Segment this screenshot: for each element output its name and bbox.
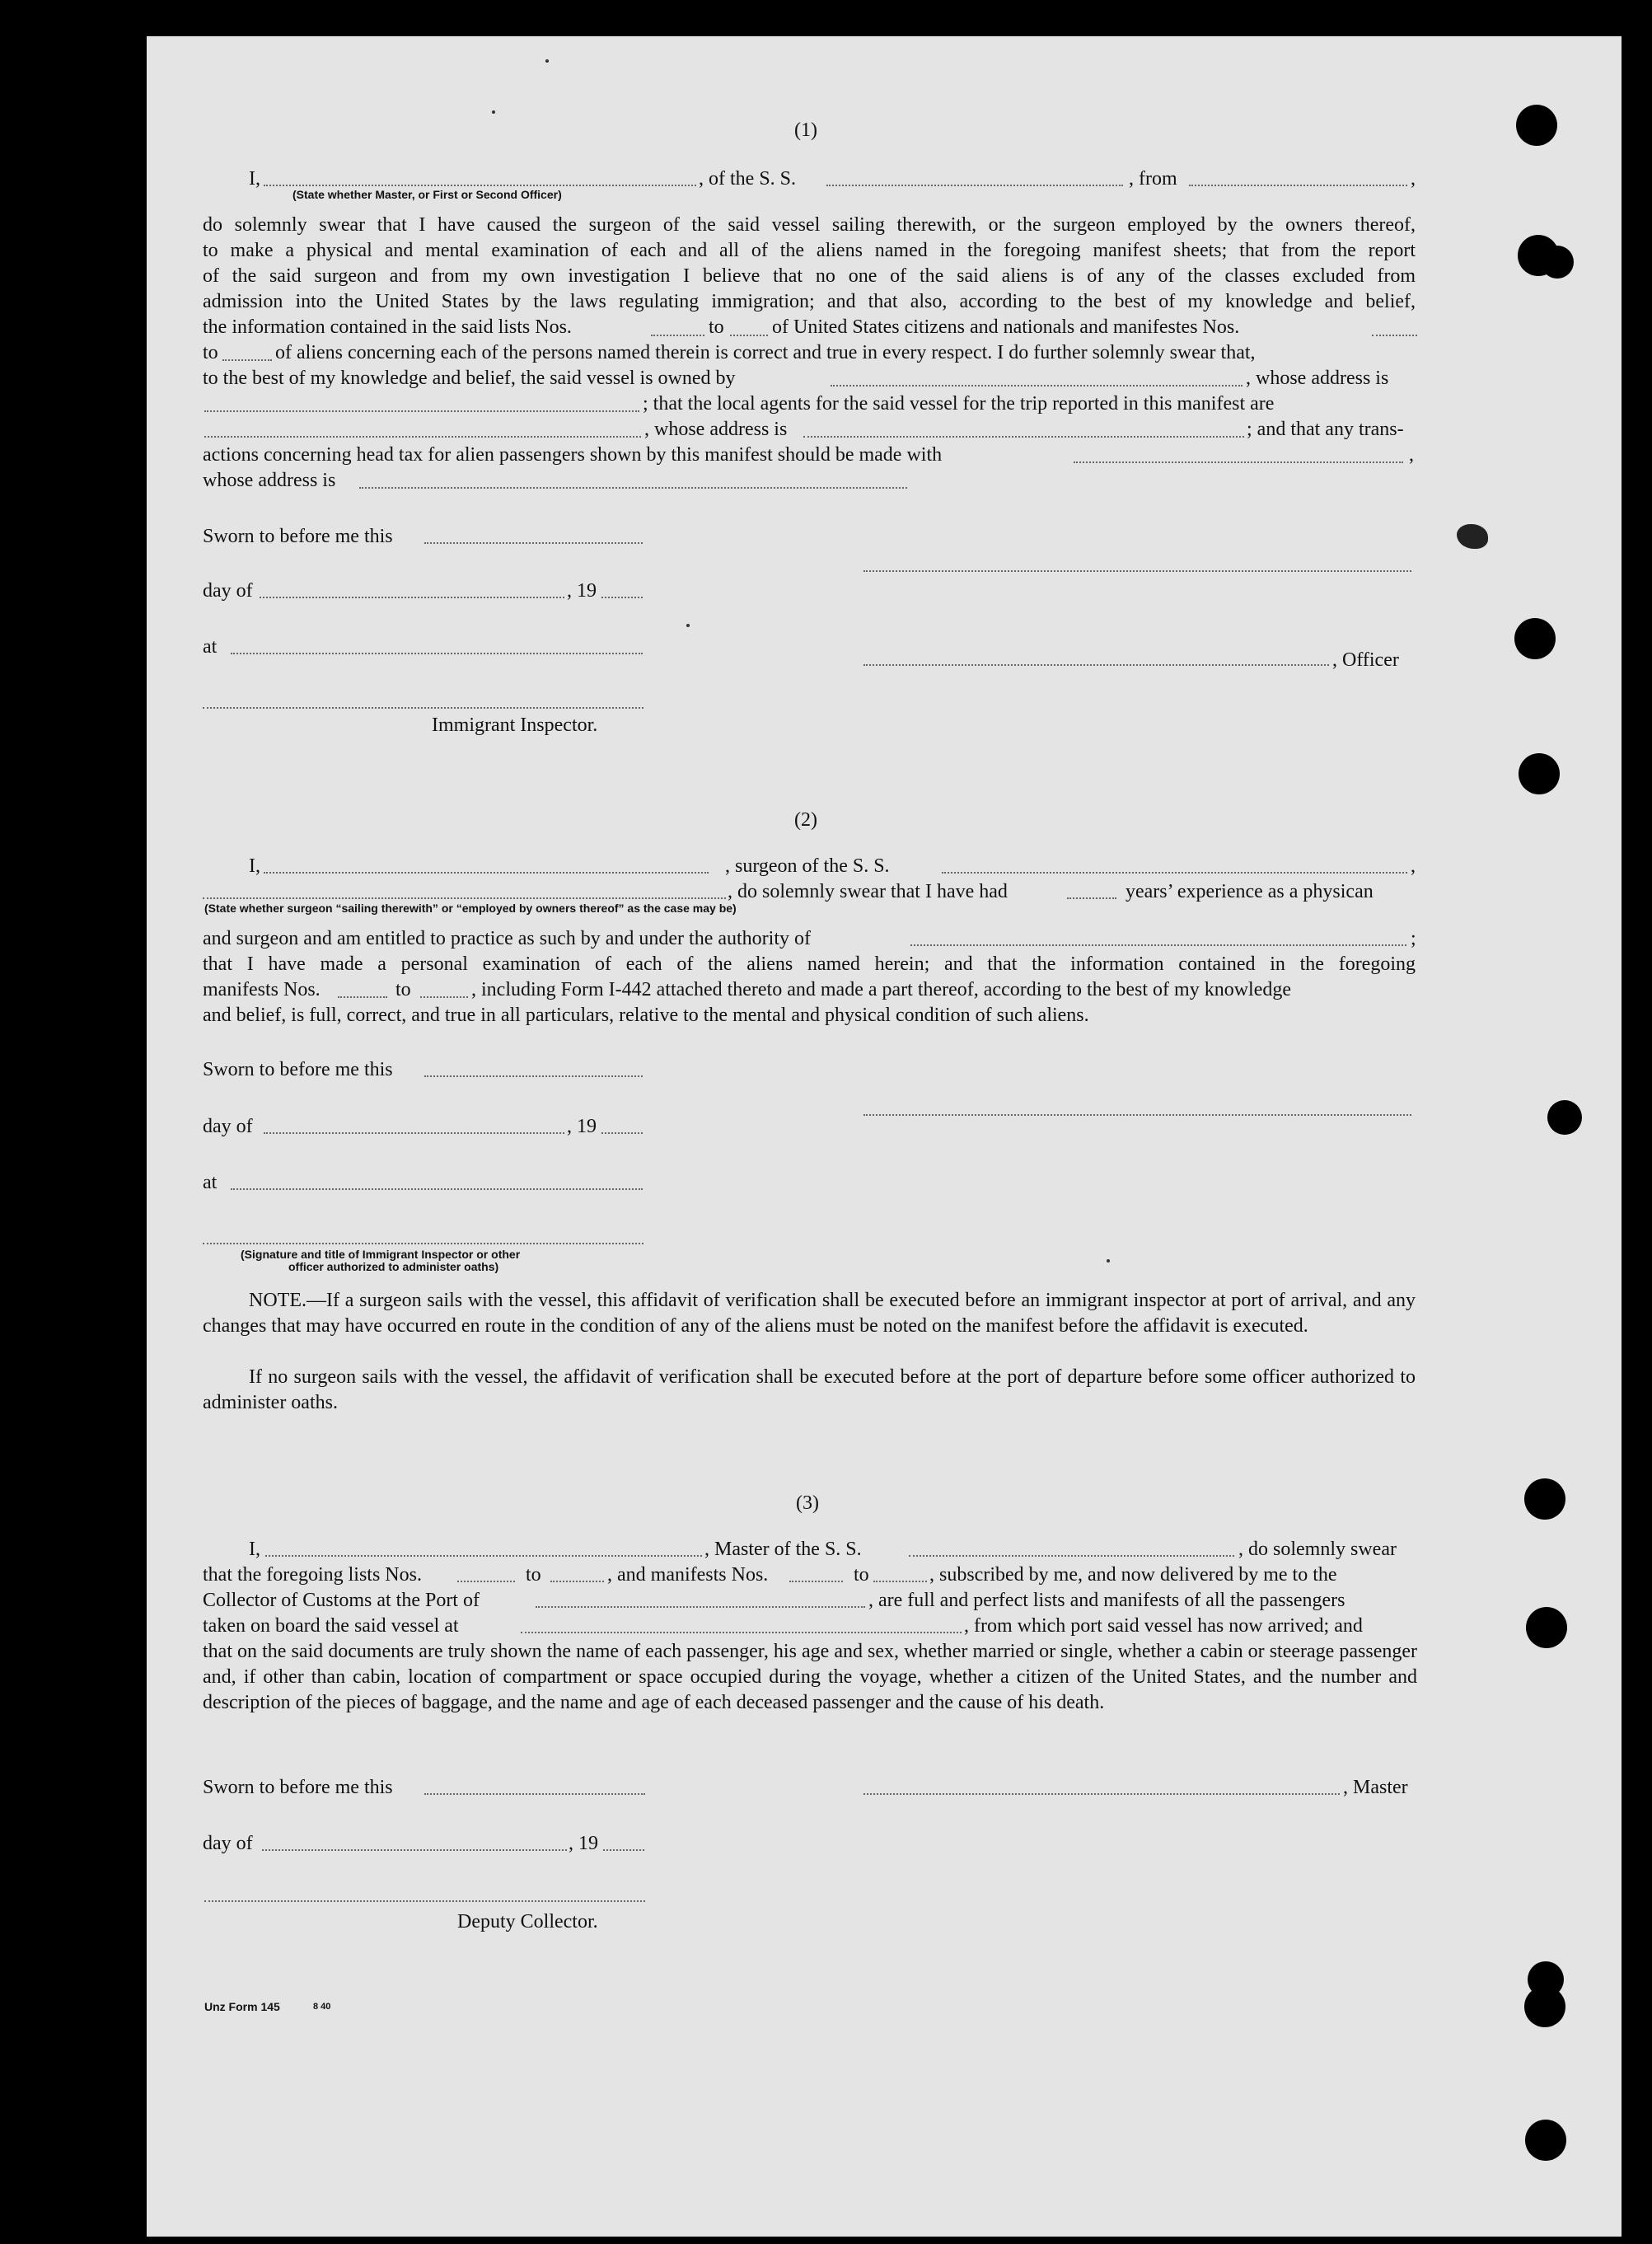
punch-hole: [1514, 618, 1556, 659]
s2-day-of: day of: [203, 1116, 253, 1137]
s2-l5b: to: [395, 979, 411, 1000]
s1-line5b: to: [709, 316, 724, 338]
head-tax-contact-field[interactable]: [1074, 461, 1403, 463]
s3-sworn-date-field[interactable]: [424, 1793, 645, 1795]
vessel-name-field[interactable]: [826, 185, 1123, 186]
s3-lists-to-field[interactable]: [550, 1581, 604, 1582]
s2-day-field[interactable]: [264, 1132, 564, 1134]
s1-year-field[interactable]: [601, 597, 643, 598]
line1-end: ,: [1411, 168, 1416, 190]
s2-l2a: , do solemnly swear that I have had: [728, 881, 1008, 902]
s3-l3a: Collector of Customs at the Port of: [203, 1590, 480, 1611]
s3-l2e: , subscribed by me, and now delivered by me to the: [929, 1564, 1337, 1586]
s3-master-label: , Master: [1343, 1777, 1408, 1798]
punch-hole: [1524, 1478, 1565, 1520]
s2-l5a: manifests Nos.: [203, 979, 321, 1000]
line1-from: , from: [1129, 168, 1177, 190]
s3-l4a: taken on board the said vessel at: [203, 1615, 459, 1637]
lists-to-field[interactable]: [730, 335, 768, 336]
s1-line9b: ; and that any trans-: [1247, 419, 1404, 440]
s1-para-line3: of the said surgeon and from my own investigation I believe that no one of the said aliens is of any of the classes excluded from: [203, 265, 1416, 287]
s3-lists-from-field[interactable]: [457, 1581, 515, 1582]
years-experience-field[interactable]: [1067, 897, 1116, 899]
s3-deputy-label: Deputy Collector.: [457, 1911, 598, 1932]
punch-hole: [1516, 105, 1557, 146]
s1-line6b: of aliens concerning each of the persons named therein is correct and true in every respect. I do further solemnly swear that,: [275, 342, 1256, 363]
s1-line7b: , whose address is: [1246, 368, 1389, 389]
s3-day-of: day of: [203, 1833, 253, 1854]
s1-signature-line[interactable]: [863, 570, 1411, 572]
s2-l1b: , surgeon of the S. S.: [725, 855, 890, 877]
punch-hole: [1547, 1100, 1582, 1135]
speck: [492, 110, 495, 114]
s3-l1c: , do solemnly swear: [1238, 1539, 1397, 1560]
s2-manifests-to-field[interactable]: [420, 996, 468, 998]
s2-l3b: ;: [1411, 928, 1416, 949]
head-tax-address-field[interactable]: [359, 487, 907, 489]
lists-from-field[interactable]: [651, 335, 704, 336]
s2-l2b: years’ experience as a physican: [1126, 881, 1374, 902]
s3-l2d: to: [854, 1564, 869, 1586]
form-number: Unz Form 145: [204, 2000, 280, 2013]
speck: [1107, 1259, 1110, 1263]
s3-l3b: , are full and perfect lists and manifests of all the passengers: [868, 1590, 1345, 1611]
s2-vessel-field[interactable]: [942, 872, 1407, 874]
s1-day-field[interactable]: [260, 597, 564, 598]
surgeon-name-field[interactable]: [264, 872, 709, 874]
speck: [686, 624, 690, 627]
s1-day-of: day of: [203, 580, 253, 602]
s1-sworn-date-field[interactable]: [424, 542, 643, 544]
s2-l3a: and surgeon and am entitled to practice as such by and under the authority of: [203, 928, 811, 949]
agents-field[interactable]: [204, 436, 641, 438]
s3-l2b: to: [526, 1564, 541, 1586]
s3-l1b: , Master of the S. S.: [704, 1539, 862, 1560]
s1-line10a: actions concerning head tax for alien passengers shown by this manifest should be made with: [203, 444, 943, 466]
s1-para-line2: to make a physical and mental examination of each and all of the aliens named in the foregoing manifest sheets; that from the report: [203, 240, 1416, 261]
s2-year-field[interactable]: [601, 1132, 643, 1134]
line1-start: I,: [249, 168, 260, 190]
punch-hole: [1541, 246, 1574, 279]
s1-line8: ; that the local agents for the said vessel for the trip reported in this manifest are: [643, 393, 1275, 415]
from-port-field[interactable]: [1189, 185, 1407, 186]
manifests-from-field[interactable]: [1372, 335, 1417, 336]
s2-year: , 19: [567, 1116, 597, 1137]
owner-address-field[interactable]: [204, 410, 639, 412]
s3-day-field[interactable]: [262, 1849, 567, 1851]
section-3-number: (3): [796, 1492, 819, 1514]
s2-l6: and belief, is full, correct, and true in all particulars, relative to the mental and physical condition of such aliens.: [203, 1005, 1089, 1026]
collector-port-field[interactable]: [536, 1606, 865, 1608]
s2-at: at: [203, 1172, 218, 1193]
boarding-port-field[interactable]: [521, 1632, 962, 1633]
punch-hole: [1524, 1986, 1565, 2027]
s3-manifests-from-field[interactable]: [789, 1581, 843, 1582]
s2-at-field[interactable]: [231, 1188, 643, 1190]
s2-l5c: , including Form I-442 attached thereto and made a part thereof, according to the best of my knowledge: [471, 979, 1292, 1000]
authority-field[interactable]: [910, 944, 1406, 946]
punch-hole: [1525, 2120, 1566, 2161]
manifests-to-field[interactable]: [222, 359, 272, 361]
s1-para-line4: admission into the United States by the laws regulating immigration; and that also, according to the best of my knowledge and belief,: [203, 291, 1416, 312]
s1-year: , 19: [567, 580, 597, 602]
s3-l4b: , from which port said vessel has now arrived; and: [964, 1615, 1363, 1637]
s1-line11: whose address is: [203, 470, 336, 491]
s2-manifests-from-field[interactable]: [338, 996, 387, 998]
s1-at-field[interactable]: [231, 653, 643, 654]
s1-para-line1: do solemnly swear that I have caused the surgeon of the said vessel sailing therewith, or the surgeon employed by the owners thereof,: [203, 214, 1416, 236]
s3-paragraph: that on the said documents are truly shown the name of each passenger, his age and sex, whether married or single, whether a cabin or steerage passenger and, if other than cabin, location of compartment or space occupied during the voyage, whether a citizen of the United States, and the number and description of the pieces of baggage, and the name and age of each deceased passenger and the cause of his death.: [203, 1641, 1417, 1713]
s3-year: , 19: [569, 1833, 598, 1854]
s1-line6a: to: [203, 342, 218, 363]
punch-hole: [1519, 753, 1560, 794]
s2-l1a: I,: [249, 855, 260, 877]
form-code: 8 40: [313, 2002, 331, 2012]
section-2-number: (2): [794, 809, 817, 831]
punch-hole: [1526, 1607, 1567, 1648]
s2-inspector-signature-line[interactable]: [203, 1243, 643, 1244]
s2-sworn: Sworn to before me this: [203, 1059, 393, 1080]
s3-year-field[interactable]: [603, 1849, 644, 1851]
s2-note-paragraph: NOTE.—If a surgeon sails with the vessel, this affidavit of verification shall be executed before an immigrant inspector at port of arrival, and any changes that may have occurred en route in the condition of any of the aliens must be noted on the manifest before the affidavit is executed.: [203, 1290, 1416, 1337]
line1-of-ss: , of the S. S.: [699, 168, 797, 190]
s3-l2a: that the foregoing lists Nos.: [203, 1564, 422, 1586]
s3-l2c: , and manifests Nos.: [607, 1564, 769, 1586]
s2-sig-note-1: (Signature and title of Immigrant Inspector or other: [241, 1248, 521, 1261]
owner-field[interactable]: [831, 385, 1243, 386]
s1-at: at: [203, 636, 218, 658]
s3-sworn: Sworn to before me this: [203, 1777, 393, 1798]
s2-l4: that I have made a personal examination of each of the aliens named herein; and that the information contained in the foregoing: [203, 953, 1416, 975]
s1-line9a: , whose address is: [644, 419, 788, 440]
officer-name-field[interactable]: [264, 185, 696, 186]
agents-address-field[interactable]: [803, 436, 1244, 438]
s1-line5c: of United States citizens and nationals and manifestes Nos.: [772, 316, 1240, 338]
section-1-number: (1): [794, 119, 817, 141]
s2-note-paragraph-2: If no surgeon sails with the vessel, the affidavit of verification shall be executed before at the port of departure before some officer authorized to administer oaths.: [203, 1366, 1416, 1413]
officer-note: (State whether Master, or First or Second Officer): [292, 188, 562, 201]
s2-l1c: ,: [1411, 855, 1416, 877]
s2-sig-note-2: officer authorized to administer oaths): [288, 1260, 499, 1273]
s1-inspector-signature-line[interactable]: [203, 707, 643, 709]
s1-line7a: to the best of my knowledge and belief, the said vessel is owned by: [203, 368, 736, 389]
s1-line10b: ,: [1409, 444, 1414, 466]
master-name-field[interactable]: [265, 1555, 702, 1557]
s2-surgeon-note: (State whether surgeon “sailing therewith” or “employed by owners thereof” as the case may be): [204, 902, 737, 915]
s1-line5a: the information contained in the said lists Nos.: [203, 316, 572, 338]
s3-collector-signature-line[interactable]: [204, 1900, 645, 1902]
s3-vessel-field[interactable]: [909, 1555, 1234, 1557]
s2-signature-line[interactable]: [863, 1114, 1411, 1116]
s1-inspector-label: Immigrant Inspector.: [432, 714, 598, 736]
speck: [545, 59, 549, 63]
surgeon-type-field[interactable]: [203, 897, 726, 899]
s3-l1a: I,: [249, 1539, 260, 1560]
s3-manifests-to-field[interactable]: [873, 1581, 927, 1582]
s1-sworn: Sworn to before me this: [203, 526, 393, 547]
s1-officer-label: , Officer: [1332, 649, 1399, 671]
s3-master-signature-field[interactable]: [863, 1793, 1340, 1795]
s2-sworn-date-field[interactable]: [424, 1075, 643, 1077]
s1-officer-field[interactable]: [863, 664, 1329, 666]
